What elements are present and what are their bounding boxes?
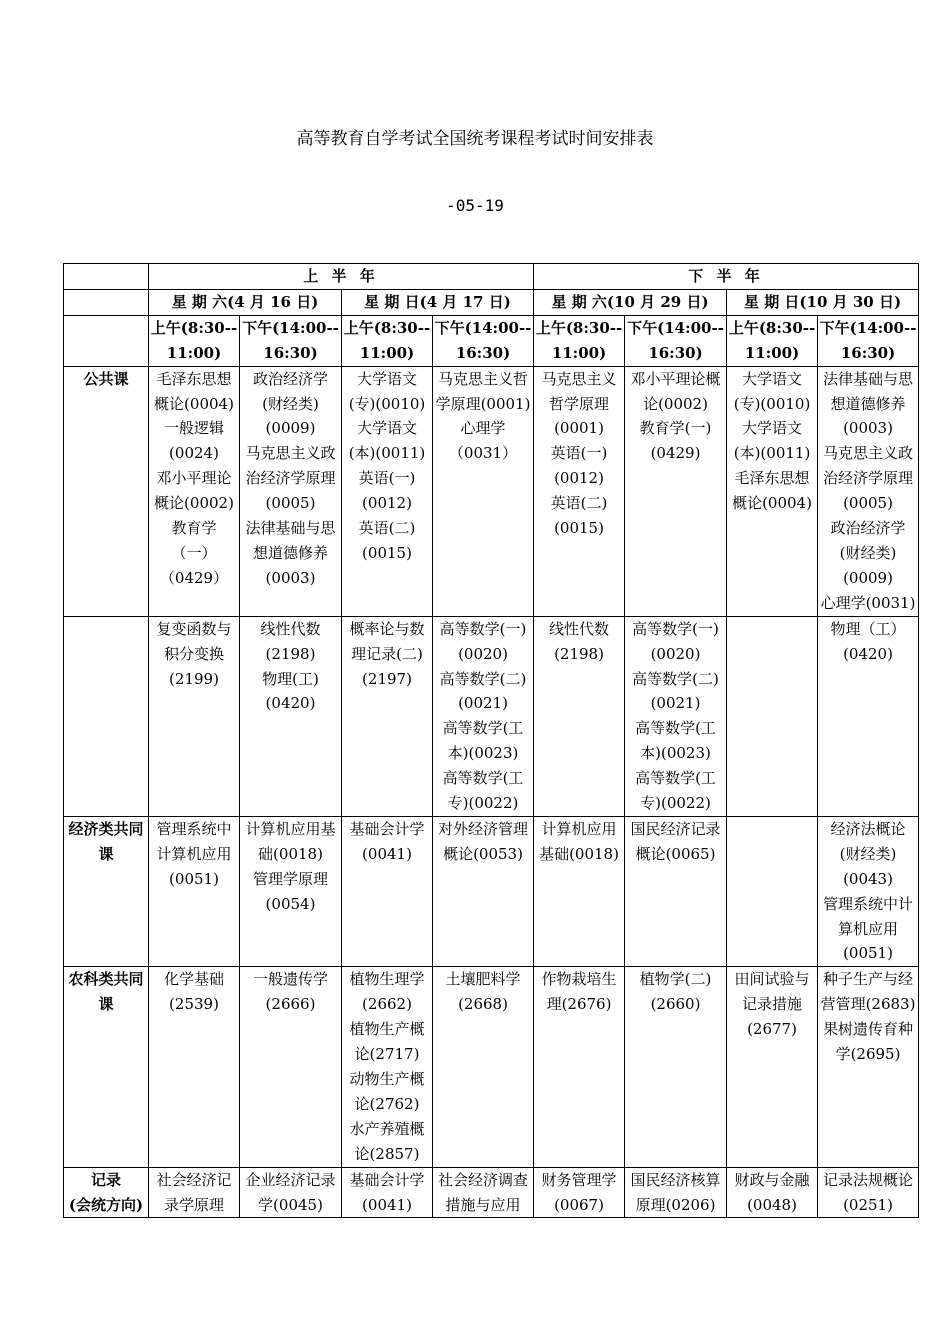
course-line: 心理学 [460, 419, 506, 438]
session-time-line: 11:00) [744, 343, 800, 362]
course-cell [534, 616, 625, 816]
course-line: 基础会计学 [349, 819, 425, 838]
session-time-line: 11:00) [551, 343, 607, 362]
course-line: 物理(工) [262, 669, 319, 688]
course-line: (0067) [554, 1195, 604, 1214]
course-cell [625, 616, 727, 816]
day-header-row [64, 289, 919, 315]
course-cell [433, 366, 534, 616]
course-cell [727, 366, 818, 616]
course-line: 概论(0004) [154, 394, 234, 413]
table-row [64, 1167, 919, 1218]
course-line: 财政与金融 [734, 1170, 810, 1189]
session-time-line: 上午(8:30-- [728, 318, 816, 337]
course-cell [625, 967, 727, 1167]
course-line: 土壤肥料学 [445, 970, 521, 989]
course-line: 学(2695) [835, 1045, 901, 1064]
course-line: 高等数学(工 [442, 769, 524, 788]
course-line: (0005) [265, 494, 316, 513]
course-line: 高等数学(一) [632, 619, 719, 638]
table-row [64, 967, 919, 1167]
course-line: (0051) [843, 944, 893, 963]
course-cell [818, 967, 919, 1167]
corner-cell [64, 289, 149, 315]
course-line: 学原理(0001) [435, 394, 531, 413]
course-line: 概论(0002) [154, 494, 234, 513]
course-line: 大学语文 [356, 369, 417, 388]
course-line: 计算机应用 [156, 844, 232, 863]
course-line: 计算机应用基 [245, 819, 336, 838]
course-line: 政治经济学 [252, 369, 328, 388]
session-time-line: 下午(14:00-- [819, 318, 917, 337]
day-header: 星 期 六(10 月 29 日) [534, 289, 727, 315]
course-cell [625, 366, 727, 616]
course-line: 基础会计学 [349, 1170, 425, 1189]
category-label: 农科类共同 [68, 970, 144, 989]
session-header [149, 315, 240, 366]
course-line: (0020) [458, 644, 508, 663]
document-date: -05-19 [446, 196, 504, 215]
course-line: (0003) [843, 419, 893, 438]
course-line: (0005) [843, 494, 893, 513]
course-line: (2662) [362, 995, 412, 1014]
course-line: 基础(0018) [539, 844, 619, 863]
category-label: 课 [98, 844, 114, 863]
course-line: 记录法规概论 [823, 1170, 914, 1189]
course-line: 高等数学(一) [439, 619, 527, 638]
course-line: 概率论与数 [349, 619, 425, 638]
course-line: (0009) [265, 419, 316, 438]
course-line: (0048) [747, 1195, 797, 1214]
course-line: 哲学原理 [549, 394, 610, 413]
course-line: 管理系统中计 [823, 894, 914, 913]
course-line: 教育学(一) [639, 419, 712, 438]
course-cell [534, 366, 625, 616]
course-cell [240, 1167, 342, 1218]
course-line: 财务管理学 [541, 1170, 617, 1189]
course-line: 措施与应用 [445, 1195, 521, 1214]
course-line: 线性代数 [549, 619, 610, 638]
course-line: 高等数学(工 [442, 719, 524, 738]
course-cell [727, 816, 818, 966]
category-label: (会统方向) [68, 1195, 144, 1214]
course-line: 植物生理学 [349, 970, 425, 989]
course-line: (财经类) [839, 543, 897, 562]
course-line: 英语(二) [358, 519, 416, 538]
course-cell [342, 967, 433, 1167]
course-line: 管理系统中 [156, 819, 232, 838]
day-header: 星 期 日(10 月 30 日) [727, 289, 919, 315]
course-line: 邓小平理论 [156, 469, 232, 488]
course-line: (财经类) [262, 394, 319, 413]
session-time-line: 上午(8:30-- [535, 318, 623, 337]
course-cell [433, 1167, 534, 1218]
session-time-line: 下午(14:00-- [627, 318, 724, 337]
course-cell [625, 1167, 727, 1218]
course-cell [818, 816, 919, 966]
course-line: 概论(0065) [635, 844, 716, 863]
course-line: 英语(一) [550, 444, 608, 463]
course-line: 田间试验与 [734, 970, 810, 989]
course-line: (0051) [169, 869, 219, 888]
course-line: (2539) [169, 995, 219, 1014]
course-line: (专)(0010) [733, 394, 811, 413]
course-line: (0020) [650, 644, 701, 663]
course-cell [149, 616, 240, 816]
course-category [64, 1167, 149, 1218]
course-line: 植物生产概 [349, 1020, 425, 1039]
course-cell [240, 366, 342, 616]
course-line: 动物生产概 [349, 1070, 425, 1088]
course-category [64, 616, 149, 816]
course-line: 高等数学(工 [635, 769, 716, 788]
second-half-header: 下 半 年 [534, 264, 919, 290]
course-line: (本)(0011) [348, 444, 426, 463]
course-line: 营管理(2683) [820, 995, 916, 1014]
course-cell [433, 816, 534, 966]
course-line: 线性代数 [260, 619, 321, 638]
course-line: (2198) [554, 644, 604, 663]
course-line: 大学语文 [742, 369, 803, 388]
course-line: 国民经济记录 [630, 819, 721, 838]
course-line: (财经类) [839, 844, 897, 863]
course-line: 想道德修养 [252, 543, 328, 562]
course-line: 想道德修养 [830, 394, 906, 413]
session-time-line: 11:00) [359, 343, 415, 362]
session-time-line: 16:30) [263, 343, 318, 362]
course-line: 理记录(二) [351, 644, 423, 663]
course-cell [818, 1167, 919, 1218]
course-line: 法律基础与思 [245, 519, 336, 538]
session-time-line: 上午(8:30-- [150, 318, 238, 337]
course-line: (0015) [554, 519, 604, 538]
course-line: 高等数学(二) [632, 669, 719, 688]
course-line: (0024) [169, 444, 219, 463]
course-cell [818, 366, 919, 616]
table-row [64, 816, 919, 966]
session-time-line: 16:30) [840, 343, 896, 362]
course-cell [433, 616, 534, 816]
course-cell [240, 816, 342, 966]
course-line: 化学基础 [163, 970, 224, 989]
course-line: (2668) [458, 995, 508, 1014]
course-line: (0420) [843, 644, 893, 663]
course-line: 毛泽东思想 [156, 369, 232, 388]
course-cell [534, 967, 625, 1167]
course-cell [727, 616, 818, 816]
category-label: 课 [98, 995, 114, 1014]
course-category [64, 816, 149, 966]
course-line: (0251) [843, 1195, 893, 1214]
course-line: 专)(0022) [447, 794, 519, 813]
course-cell [240, 616, 342, 816]
course-cell [149, 967, 240, 1167]
course-line: (0001) [554, 419, 604, 438]
course-line: (0041) [362, 1195, 412, 1214]
course-line: 马克思主义政 [245, 444, 336, 463]
course-line: (专)(0010) [348, 394, 426, 413]
course-cell [727, 967, 818, 1167]
course-line: (2199) [169, 669, 219, 688]
course-line: 水产养殖概 [349, 1119, 425, 1138]
course-line: 专)(0022) [640, 794, 711, 813]
course-line: 作物栽培生 [541, 970, 617, 989]
course-line: 邓小平理论概 [630, 369, 721, 388]
course-line: 论(2762) [354, 1094, 420, 1113]
course-line: (0043) [843, 869, 893, 888]
course-line: 英语(二) [550, 494, 608, 513]
course-line: 心理学(0031) [820, 593, 916, 612]
course-line: 论(2717) [354, 1045, 420, 1064]
category-label: 经济类共同 [68, 819, 144, 838]
course-line: 高等数学(二) [439, 669, 527, 688]
course-line: (本)(0011) [733, 444, 811, 463]
day-header: 星 期 日(4 月 17 日) [342, 289, 534, 315]
session-header [240, 315, 342, 366]
course-line: 果树遗传育种 [823, 1020, 914, 1039]
course-line: 种子生产与经 [823, 970, 914, 989]
session-time-line: 下午(14:00-- [434, 318, 532, 337]
course-line: 社会经济调查 [438, 1170, 529, 1189]
course-line: (0009) [843, 568, 893, 587]
course-line: 理(2676) [546, 995, 612, 1014]
course-line: 复变函数与 [156, 619, 232, 638]
course-line: 原理(0206) [635, 1195, 716, 1214]
course-line: (0012) [554, 469, 604, 488]
course-line: 本)(0023) [447, 744, 519, 763]
course-line: (0041) [362, 844, 412, 863]
page-title: 高等教育自学考试全国统考课程考试时间安排表 [296, 129, 654, 149]
day-header: 星 期 六(4 月 16 日) [149, 289, 342, 315]
course-cell [433, 967, 534, 1167]
session-header [727, 315, 818, 366]
half-year-header-row [64, 264, 919, 290]
course-line: 企业经济记录 [245, 1170, 336, 1189]
session-header [433, 315, 534, 366]
session-time-line: 11:00) [166, 343, 222, 362]
course-line: 录学原理 [163, 1195, 224, 1214]
course-cell [727, 1167, 818, 1218]
course-line: 计算机应用 [541, 819, 617, 838]
course-cell [534, 1167, 625, 1218]
course-line: (2197) [362, 669, 412, 688]
session-header [818, 315, 919, 366]
course-line: (2677) [747, 1020, 797, 1039]
course-line: (0429) [650, 444, 701, 463]
course-cell [342, 366, 433, 616]
corner-cell [64, 315, 149, 366]
course-line: 英语(一) [358, 469, 416, 488]
session-time-line: 16:30) [648, 343, 703, 362]
course-line: 大学语文 [742, 419, 803, 438]
session-header-row [64, 315, 919, 366]
course-line: 对外经济管理 [438, 819, 529, 838]
session-header [534, 315, 625, 366]
session-header [625, 315, 727, 366]
course-line: 治经济学原理 [823, 469, 914, 488]
course-line: 算机应用 [838, 919, 899, 938]
course-line: (2660) [650, 995, 701, 1014]
course-line: （0429） [159, 568, 229, 587]
course-line: （一） [171, 543, 217, 562]
first-half-header: 上 半 年 [149, 264, 534, 290]
course-line: (0021) [650, 694, 701, 713]
table-row [64, 366, 919, 616]
course-cell [149, 1167, 240, 1218]
course-line: 治经济学原理 [245, 469, 336, 488]
corner-cell [64, 264, 149, 290]
session-time-line: 16:30) [455, 343, 511, 362]
session-time-line: 下午(14:00-- [242, 318, 339, 337]
course-line: 本)(0023) [640, 744, 711, 763]
course-cell [342, 616, 433, 816]
course-line: (0420) [265, 694, 316, 713]
course-line: (0054) [265, 894, 316, 913]
course-cell [342, 1167, 433, 1218]
session-time-line: 上午(8:30-- [343, 318, 431, 337]
course-line: 积分变换 [163, 644, 224, 663]
exam-schedule-table [63, 263, 919, 1218]
course-category [64, 967, 149, 1167]
course-line: 物理（工） [830, 619, 906, 638]
course-category [64, 366, 149, 616]
course-cell [342, 816, 433, 966]
course-line: 一般遗传学 [252, 970, 328, 989]
course-line: (2198) [265, 644, 316, 663]
course-line: 社会经济记 [156, 1170, 232, 1189]
course-line: 毛泽东思想 [734, 469, 810, 488]
course-line: 记录措施 [742, 995, 803, 1014]
course-line: 马克思主义 [541, 369, 617, 388]
course-line: 一般逻辑 [163, 419, 224, 438]
course-line: 大学语文 [356, 419, 417, 438]
course-line: 马克思主义政 [823, 444, 914, 463]
course-line: （0031） [448, 444, 518, 463]
course-line: 植物学(二) [639, 970, 712, 989]
course-line: (0015) [362, 543, 412, 562]
course-line: 管理学原理 [252, 869, 328, 888]
course-line: 概论(0053) [443, 844, 523, 863]
course-line: (2666) [265, 995, 316, 1014]
course-line: (0012) [362, 494, 412, 513]
category-label: 公共课 [83, 369, 129, 388]
course-line: 经济法概论 [830, 819, 906, 838]
course-line: 高等数学(工 [635, 719, 716, 738]
course-line: 马克思主义哲 [438, 369, 529, 388]
course-line: 础(0018) [258, 844, 323, 863]
table-row [64, 616, 919, 816]
course-cell [240, 967, 342, 1167]
course-cell [149, 366, 240, 616]
course-line: 教育学 [171, 519, 217, 538]
category-label: 记录 [90, 1170, 121, 1189]
session-header [342, 315, 433, 366]
course-cell [625, 816, 727, 966]
course-line: 学(0045) [258, 1195, 323, 1214]
course-line: (0021) [458, 694, 508, 713]
course-line: 论(2857) [354, 1144, 420, 1163]
course-line: 概论(0004) [732, 494, 812, 513]
course-cell [534, 816, 625, 966]
course-cell [818, 616, 919, 816]
course-line: 论(0002) [643, 394, 708, 413]
course-cell [149, 816, 240, 966]
course-line: (0003) [265, 568, 316, 587]
course-line: 法律基础与思 [823, 369, 914, 388]
course-line: 政治经济学 [830, 519, 906, 538]
course-line: 国民经济核算 [630, 1170, 721, 1189]
